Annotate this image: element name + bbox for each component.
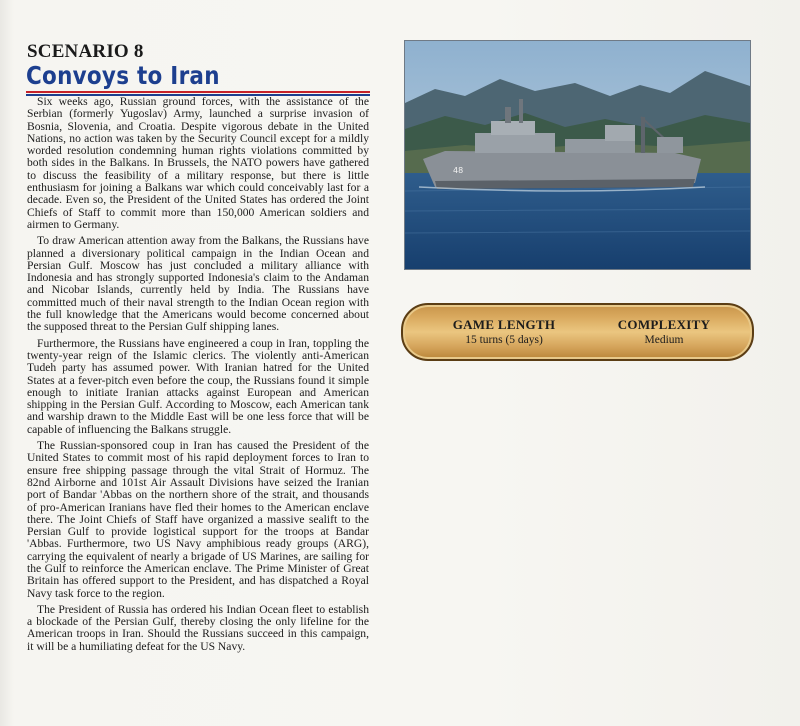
page-title: Convoys to Iran (26, 61, 220, 90)
game-length-value: 15 turns (5 days) (465, 334, 543, 346)
briefing-paragraph: The Russian-sponsored coup in Iran has caused the President of the United States to commit most of his rapid deployment forces to Iran to ensure free shipping passage through the vital Strait of Hormuz. The 82nd Airborne and 101st Air Assault Divisions have seized the Iranian port of Bandar 'Abbas on the northern shore of the strait, and thousands of pro-American Iranians have fled their homes to the American enclave there. The Joint Chiefs of Staff have organized a massive sealift to the Persian Gulf to provide logistical support for the troops at Bandar 'Abbas. Furthermore, two US Navy amphibious ready groups (ARG), carrying the equivalent of nearly a brigade of US Marines, are sailing for the Gulf to reinforce the American enclave. The Prime Minister of Great Britain has offered support to the President, and has dispatched a Royal Navy task force to the region. (27, 439, 369, 600)
title-rule-red (26, 91, 370, 93)
briefing-paragraph: Furthermore, the Russians have engineered a coup in Iran, toppling the twenty-year reign of the Islamic clerics. The violently anti-American Tudeh party has assumed power. With Iranian hatred for the United States at a fever-pitch even before the coup, the Russians found it simple enough to initiate Iranian attacks against European and American shipping in the Persian Gulf. According to Moscow, each American tank and warship drawn to the Middle East will be one less force that will be capable of influencing the Balkans struggle. (27, 336, 369, 436)
game-length-label: GAME LENGTH (452, 317, 556, 332)
game-info-panel (401, 303, 754, 361)
scenario-label: SCENARIO 8 (27, 41, 144, 62)
briefing-paragraph: To draw American attention away from the Balkans, the Russians have planned a diversionary political campaign in the Indian Ocean and Persian Gulf. Moscow has just concluded a military alliance with Indonesia and has strongly supported Indonesia's claim to the Andaman and Nicobar Islands, currently held by India. The Russians have committed much of their naval strength to the Indian Ocean region with the full knowledge that the Americans would become concerned about the supposed threat to the Persian Gulf shipping lanes. (27, 234, 369, 334)
complexity-block (589, 317, 739, 346)
complexity-value: Medium (644, 334, 684, 346)
game-length-block (429, 317, 579, 346)
briefing-paragraph: Six weeks ago, Russian ground forces, with the assistance of the Serbian (formerly Yugoslav) Army, launched a surprise invasion of Bosnia, Slovenia, and Croatia. Despite vigorous debate in the United Nations, no action was taken by the Security Council except for a mildly worded resolution condemning human rights violations committed by both sides in the Balkans. In Brussels, the NATO powers have gathered to discuss the feasibility of a military response, but there is little enthusiasm for joining a Balkans war which could conceivably last for a decade. Even so, the President of the United States has ordered the Joint Chiefs of Staff to commit more than 150,000 American soldiers and airmen to Germany. (27, 95, 369, 231)
complexity-label: COMPLEXITY (617, 317, 711, 332)
amphibious-ship-photo (404, 40, 751, 270)
ship-photo-illustration (405, 41, 750, 269)
briefing-paragraph: The President of Russia has ordered his Indian Ocean fleet to establish a blockade of the Persian Gulf, thereby closing the only lifeline for the American troops in Iran. Should the Russians succeed in this campaign, it will be a humiliating defeat for the US Navy. (27, 602, 369, 653)
scenario-briefing (27, 96, 369, 657)
svg-text:48: 48 (453, 166, 464, 175)
